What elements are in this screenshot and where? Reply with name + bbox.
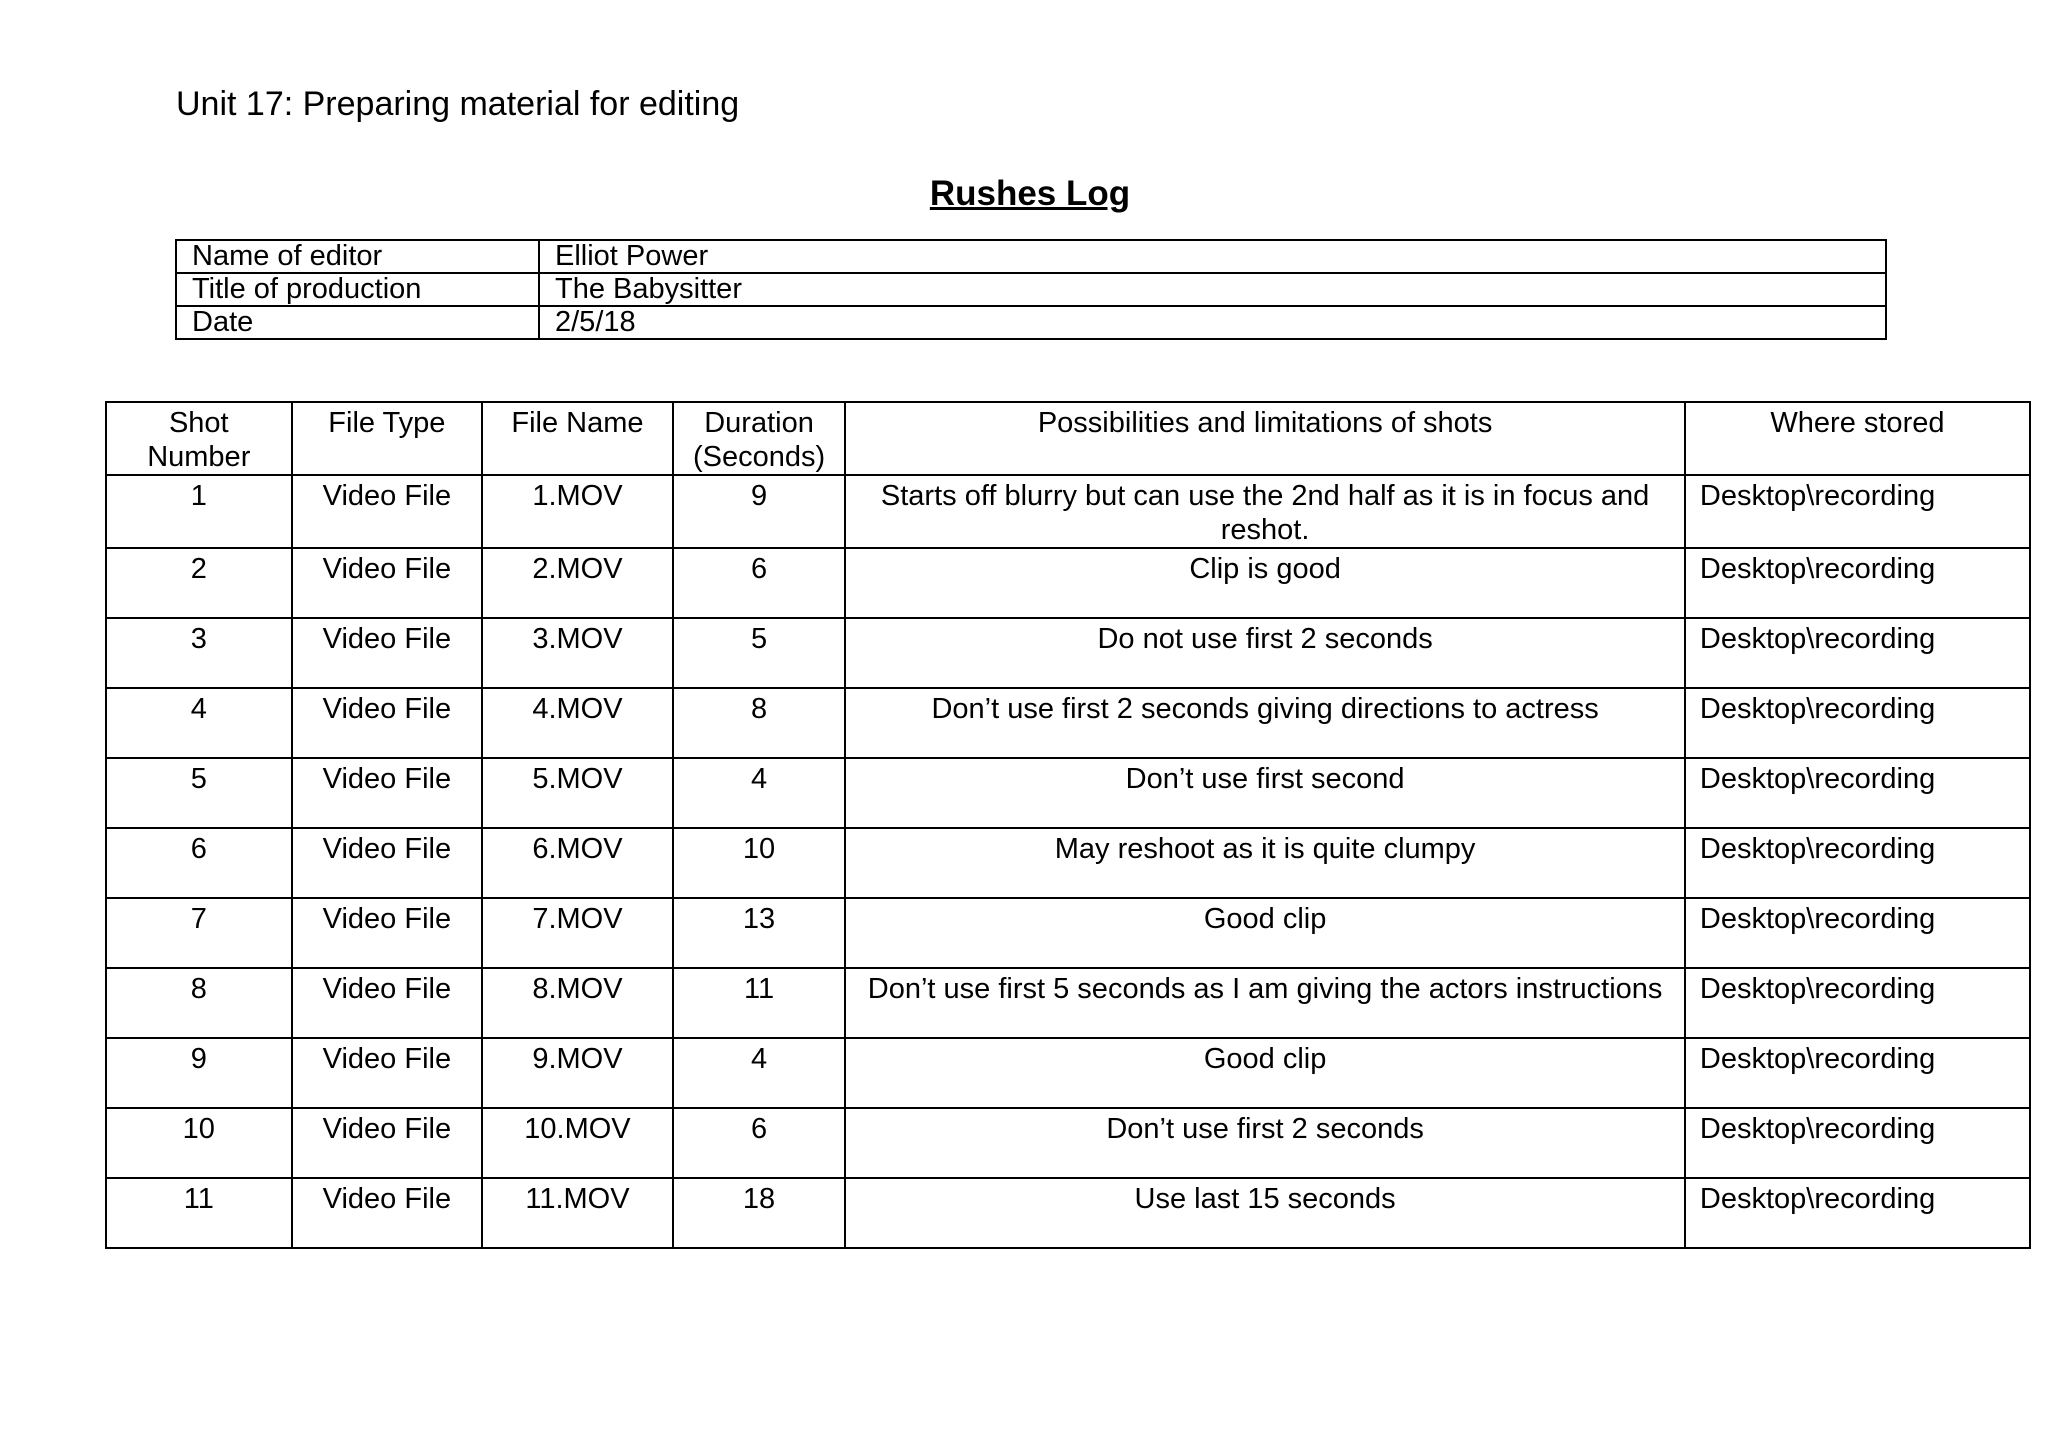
shot-number-cell: 2 [106,548,292,618]
notes-cell: Do not use first 2 seconds [845,618,1685,688]
info-label: Date [176,306,539,339]
shot-number-cell: 11 [106,1178,292,1248]
file-name-cell: 11.MOV [482,1178,673,1248]
shot-number-cell: 5 [106,758,292,828]
file-type-cell: Video File [292,548,483,618]
notes-cell: Starts off blurry but can use the 2nd half as it is in focus and reshot. [845,475,1685,548]
duration-cell: 4 [673,1038,846,1108]
notes-cell: Don’t use first 2 seconds giving directions to actress [845,688,1685,758]
info-value: The Babysitter [539,273,1886,306]
where-stored-cell: Desktop\recording [1685,898,2030,968]
duration-cell: 6 [673,1108,846,1178]
duration-cell: 13 [673,898,846,968]
duration-cell: 9 [673,475,846,548]
file-name-cell: 6.MOV [482,828,673,898]
shot-number-cell: 9 [106,1038,292,1108]
info-label: Name of editor [176,240,539,273]
header-file-name: File Name [482,402,673,475]
table-header-row [106,402,2030,475]
shot-number-cell: 4 [106,688,292,758]
notes-cell: Don’t use first 5 seconds as I am giving the actors instructions [845,968,1685,1038]
info-value: 2/5/18 [539,306,1886,339]
where-stored-cell: Desktop\recording [1685,1038,2030,1108]
file-name-cell: 2.MOV [482,548,673,618]
table-row [106,618,2030,688]
table-row [106,1038,2030,1108]
info-value: Elliot Power [539,240,1886,273]
duration-cell: 18 [673,1178,846,1248]
file-type-cell: Video File [292,898,483,968]
notes-cell: May reshoot as it is quite clumpy [845,828,1685,898]
shot-number-cell: 1 [106,475,292,548]
shot-number-cell: 6 [106,828,292,898]
file-name-cell: 9.MOV [482,1038,673,1108]
file-name-cell: 10.MOV [482,1108,673,1178]
where-stored-cell: Desktop\recording [1685,828,2030,898]
info-label: Title of production [176,273,539,306]
shot-number-cell: 3 [106,618,292,688]
file-type-cell: Video File [292,688,483,758]
table-row [106,475,2030,548]
file-name-cell: 7.MOV [482,898,673,968]
file-type-cell: Video File [292,968,483,1038]
where-stored-cell: Desktop\recording [1685,688,2030,758]
duration-cell: 6 [673,548,846,618]
document-title: Rushes Log [929,174,1131,213]
info-row-editor [176,240,1886,273]
file-type-cell: Video File [292,758,483,828]
where-stored-cell: Desktop\recording [1685,548,2030,618]
where-stored-cell: Desktop\recording [1685,475,2030,548]
table-row [106,548,2030,618]
file-name-cell: 8.MOV [482,968,673,1038]
notes-cell: Clip is good [845,548,1685,618]
table-row [106,758,2030,828]
header-duration: Duration (Seconds) [673,402,846,475]
notes-cell: Use last 15 seconds [845,1178,1685,1248]
header-notes: Possibilities and limitations of shots [845,402,1685,475]
table-row [106,1108,2030,1178]
info-row-date [176,306,1886,339]
table-row [106,968,2030,1038]
duration-cell: 10 [673,828,846,898]
where-stored-cell: Desktop\recording [1685,968,2030,1038]
file-type-cell: Video File [292,828,483,898]
file-type-cell: Video File [292,1038,483,1108]
notes-cell: Don’t use first second [845,758,1685,828]
header-shot-number: Shot Number [106,402,292,475]
file-name-cell: 4.MOV [482,688,673,758]
notes-cell: Good clip [845,1038,1685,1108]
shot-number-cell: 7 [106,898,292,968]
duration-cell: 11 [673,968,846,1038]
file-type-cell: Video File [292,1178,483,1248]
table-row [106,1178,2030,1248]
table-row [106,688,2030,758]
header-file-type: File Type [292,402,483,475]
duration-cell: 8 [673,688,846,758]
table-row [106,828,2030,898]
file-type-cell: Video File [292,618,483,688]
notes-cell: Don’t use first 2 seconds [845,1108,1685,1178]
duration-cell: 5 [673,618,846,688]
shot-number-cell: 8 [106,968,292,1038]
unit-title: Unit 17: Preparing material for editing [176,85,740,123]
file-type-cell: Video File [292,1108,483,1178]
rushes-log-table [105,401,2031,1249]
file-type-cell: Video File [292,475,483,548]
production-info-table [175,239,1887,340]
duration-cell: 4 [673,758,846,828]
where-stored-cell: Desktop\recording [1685,618,2030,688]
file-name-cell: 3.MOV [482,618,673,688]
where-stored-cell: Desktop\recording [1685,758,2030,828]
table-row [106,898,2030,968]
file-name-cell: 5.MOV [482,758,673,828]
shot-number-cell: 10 [106,1108,292,1178]
info-row-production [176,273,1886,306]
header-where-stored: Where stored [1685,402,2030,475]
notes-cell: Good clip [845,898,1685,968]
file-name-cell: 1.MOV [482,475,673,548]
where-stored-cell: Desktop\recording [1685,1108,2030,1178]
where-stored-cell: Desktop\recording [1685,1178,2030,1248]
